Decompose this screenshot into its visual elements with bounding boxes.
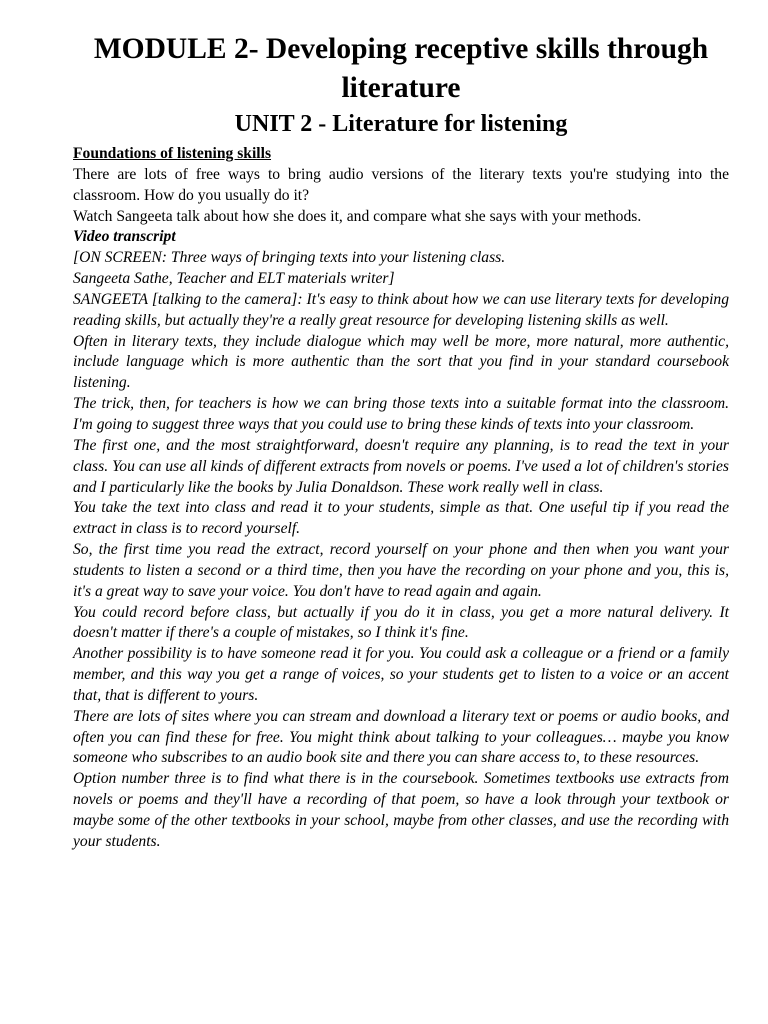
transcript-paragraph: Another possibility is to have someone read it for you. You could ask a colleague or a friend or a family member, and this way you get a range of voices, so your students get to listen to a voice or an accent that, that is different to yours.	[73, 645, 729, 704]
transcript-paragraph: Option number three is to find what there is in the coursebook. Sometimes textbooks use extracts from novels or poems and they'll have a recording of that poem, so have a look through your textbook or maybe some of the other textbooks in your school, maybe from other classes, and use the recording with your students.	[73, 770, 729, 850]
unit-title: UNIT 2 - Literature for listening	[234, 111, 568, 137]
transcript-heading: Video transcript	[73, 228, 176, 246]
transcript-paragraph: [ON SCREEN: Three ways of bringing texts into your listening class.	[73, 249, 506, 267]
transcript-paragraph: Sangeeta Sathe, Teacher and ELT materials writer]	[73, 270, 395, 288]
transcript-paragraph: Often in literary texts, they include dialogue which may well be more, more natural, more authentic, include language which is more authentic than the sort that you find in your standard coursebook listening.	[73, 332, 729, 392]
intro-paragraph: Watch Sangeeta talk about how she does it, and compare what she says with your methods.	[73, 207, 642, 225]
transcript-paragraph: The first one, and the most straightforward, doesn't require any planning, is to read the text in your class. You can use all kinds of different extracts from novels or poems. I've used a lot of children's stories and I particularly like the books by Julia Donaldson. These work really well in class.	[73, 436, 729, 496]
intro-paragraph: There are lots of free ways to bring audio versions of the literary texts you're studying into the classroom. How do you usually do it?	[73, 165, 729, 204]
module-title: MODULE 2- Developing receptive skills through literature	[93, 33, 709, 104]
transcript-paragraph: You could record before class, but actually if you do it in class, you get a more natural delivery. It doesn't matter if there's a couple of mistakes, so I think it's fine.	[73, 603, 729, 642]
transcript-paragraph: You take the text into class and read it to your students, simple as that. One useful tip if you read the extract in class is to record yourself.	[73, 499, 729, 538]
document-body	[73, 144, 729, 853]
transcript-paragraph: There are lots of sites where you can stream and download a literary text or poems or audio books, and often you can find these for free. You might think about talking to your colleagues… maybe you know someone who subscribes to an audio book site and there you can share access to, to these resources.	[73, 707, 729, 767]
section-heading: Foundations of listening skills	[73, 145, 272, 162]
transcript-paragraph: The trick, then, for teachers is how we can bring those texts into a suitable format into the classroom. I'm going to suggest three ways that you could use to bring these kinds of texts into your classroom.	[73, 395, 729, 433]
document-page	[73, 30, 729, 853]
transcript-paragraph: So, the first time you read the extract, record yourself on your phone and then when you want your students to listen a second or a third time, then you have the recording on your phone and you, this is, it's a great way to save your voice. You don't have to read again and again.	[73, 541, 729, 600]
transcript-paragraph: SANGEETA [talking to the camera]: It's easy to think about how we can use literary texts for developing reading skills, but actually they're a really great resource for developing listening skills as well.	[73, 290, 729, 329]
